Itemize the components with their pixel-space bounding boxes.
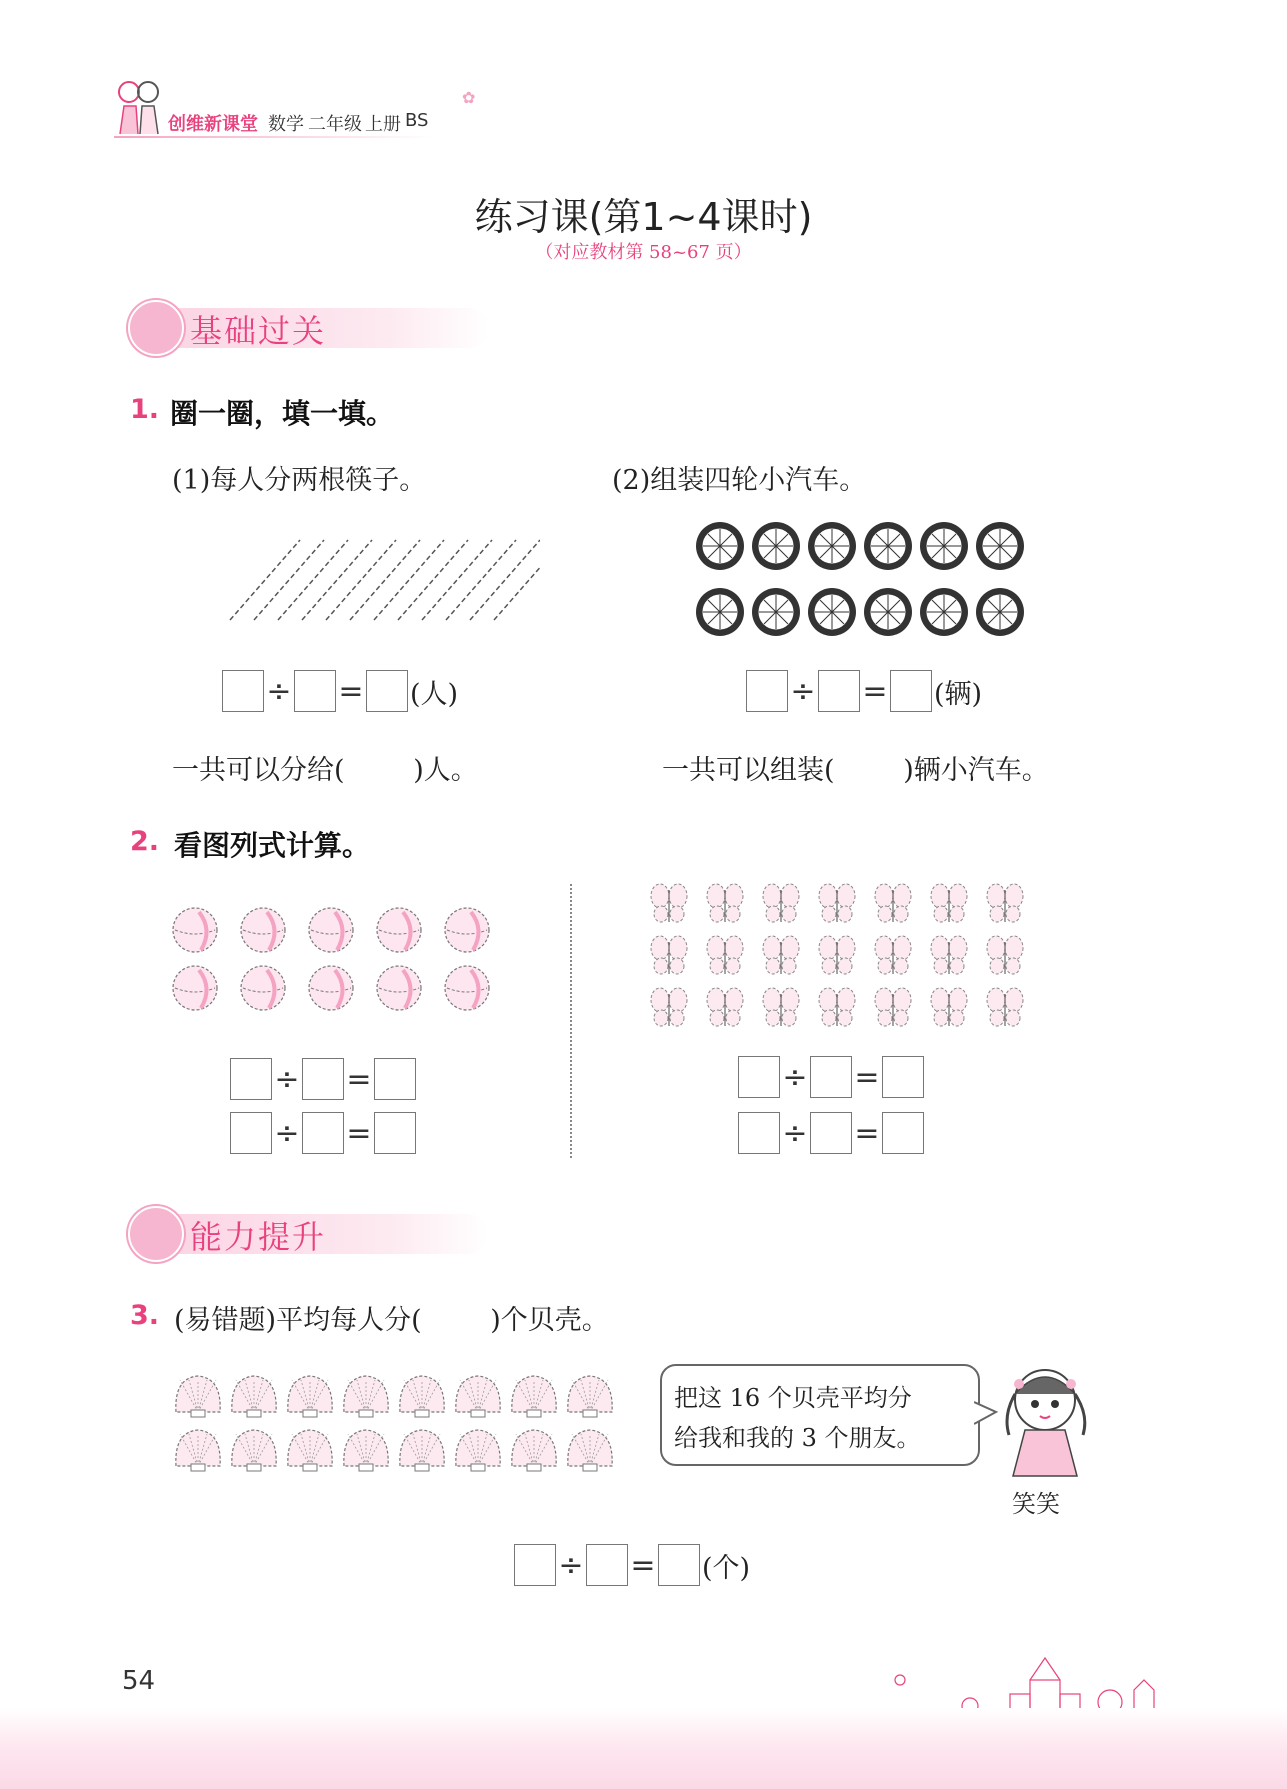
shell bbox=[456, 1376, 500, 1417]
butterfly bbox=[651, 988, 687, 1026]
wheel bbox=[920, 588, 968, 636]
section-badge-basic bbox=[128, 300, 508, 352]
butterfly bbox=[875, 936, 911, 974]
q1-part1-equation bbox=[222, 670, 458, 712]
section-badge-advanced bbox=[128, 1206, 508, 1258]
unit-label: (个) bbox=[702, 1552, 751, 1584]
ball bbox=[241, 908, 285, 952]
divide-sign: ÷ bbox=[266, 673, 292, 709]
wheel bbox=[808, 522, 856, 570]
chopstick bbox=[494, 540, 540, 620]
answer-box[interactable] bbox=[230, 1058, 272, 1100]
ball bbox=[309, 966, 353, 1010]
answer-box[interactable] bbox=[222, 670, 264, 712]
wheel bbox=[976, 522, 1024, 570]
question-number-3: 3. bbox=[130, 1300, 160, 1331]
question-text-1: 圈一圈，填一填。 bbox=[170, 397, 395, 430]
q1-part1-label: (1)每人分两根筷子。 bbox=[172, 465, 427, 496]
wheel bbox=[696, 588, 744, 636]
answer-box[interactable] bbox=[882, 1056, 924, 1098]
equals-sign: = bbox=[854, 1115, 880, 1151]
section-title: 基础过关 bbox=[190, 312, 327, 350]
header-grade: 二年级 bbox=[308, 114, 362, 135]
divide-sign: ÷ bbox=[782, 1059, 808, 1095]
ball bbox=[173, 966, 217, 1010]
q2-right-equation-2 bbox=[738, 1112, 924, 1154]
header-rule bbox=[114, 136, 434, 138]
ball bbox=[309, 908, 353, 952]
answer-box[interactable] bbox=[810, 1112, 852, 1154]
footer-band bbox=[0, 1708, 1287, 1789]
divide-sign: ÷ bbox=[558, 1547, 584, 1583]
unit-label: (辆) bbox=[934, 678, 983, 710]
speech-line-2: 给我和我的 3 个朋友。 bbox=[674, 1424, 921, 1452]
equals-sign: = bbox=[854, 1059, 880, 1095]
butterfly bbox=[707, 988, 743, 1026]
butterfly bbox=[707, 936, 743, 974]
wheel bbox=[752, 522, 800, 570]
shell bbox=[288, 1376, 332, 1417]
q2-left-equation-1 bbox=[230, 1058, 416, 1100]
shell bbox=[176, 1430, 220, 1471]
shell bbox=[568, 1376, 612, 1417]
divide-sign: ÷ bbox=[274, 1061, 300, 1097]
answer-box[interactable] bbox=[302, 1058, 344, 1100]
shell bbox=[456, 1430, 500, 1471]
page-title: 练习课(第1~4课时) bbox=[474, 195, 813, 239]
shell bbox=[400, 1430, 444, 1471]
ball bbox=[241, 966, 285, 1010]
answer-box[interactable] bbox=[818, 670, 860, 712]
answer-box[interactable] bbox=[230, 1112, 272, 1154]
header-brand: 创维新课堂 bbox=[168, 114, 258, 135]
answer-box[interactable] bbox=[658, 1544, 700, 1586]
question-text-3: (易错题)平均每人分( )个贝壳。 bbox=[174, 1305, 609, 1336]
page-number: 54 bbox=[122, 1666, 156, 1696]
q2-right-equation-1 bbox=[738, 1056, 924, 1098]
answer-box[interactable] bbox=[294, 670, 336, 712]
wheel bbox=[976, 588, 1024, 636]
character-name: 笑笑 bbox=[1012, 1490, 1060, 1518]
answer-box[interactable] bbox=[810, 1056, 852, 1098]
shell bbox=[568, 1430, 612, 1471]
header-edition: BS bbox=[405, 110, 429, 131]
butterfly bbox=[987, 988, 1023, 1026]
q1-part1-fill: 一共可以分给( )人。 bbox=[172, 755, 478, 786]
q2-left-equation-2 bbox=[230, 1112, 416, 1154]
ball bbox=[445, 966, 489, 1010]
equals-sign: = bbox=[630, 1547, 656, 1583]
butterfly bbox=[707, 884, 743, 922]
equals-sign: = bbox=[346, 1061, 372, 1097]
answer-box[interactable] bbox=[366, 670, 408, 712]
shell bbox=[232, 1376, 276, 1417]
answer-box[interactable] bbox=[738, 1112, 780, 1154]
monkey-icon bbox=[128, 1206, 184, 1262]
butterfly bbox=[819, 936, 855, 974]
shell bbox=[400, 1376, 444, 1417]
butterfly-icon: ✿ bbox=[462, 88, 476, 107]
answer-box[interactable] bbox=[746, 670, 788, 712]
wheel bbox=[696, 522, 744, 570]
answer-box[interactable] bbox=[302, 1112, 344, 1154]
answer-box[interactable] bbox=[738, 1056, 780, 1098]
q1-part2-fill: 一共可以组装( )辆小汽车。 bbox=[662, 755, 1049, 786]
ball bbox=[445, 908, 489, 952]
wheels-image bbox=[692, 518, 1032, 648]
q3-equation bbox=[514, 1544, 750, 1586]
butterfly bbox=[819, 884, 855, 922]
butterfly bbox=[987, 936, 1023, 974]
speech-bubble bbox=[660, 1364, 980, 1466]
divider-dotted bbox=[570, 884, 572, 1158]
q1-part2-label: (2)组装四轮小汽车。 bbox=[612, 465, 867, 496]
shell bbox=[288, 1430, 332, 1471]
butterfly bbox=[651, 884, 687, 922]
butterfly bbox=[931, 884, 967, 922]
ball bbox=[173, 908, 217, 952]
speech-line-1: 把这 16 个贝壳平均分 bbox=[674, 1384, 912, 1412]
divide-sign: ÷ bbox=[782, 1115, 808, 1151]
equals-sign: = bbox=[346, 1115, 372, 1151]
butterfly bbox=[763, 988, 799, 1026]
shell bbox=[344, 1376, 388, 1417]
divide-sign: ÷ bbox=[274, 1115, 300, 1151]
answer-box[interactable] bbox=[586, 1544, 628, 1586]
equals-sign: = bbox=[862, 673, 888, 709]
equals-sign: = bbox=[338, 673, 364, 709]
answer-box[interactable] bbox=[374, 1112, 416, 1154]
shell bbox=[176, 1376, 220, 1417]
section-title: 能力提升 bbox=[190, 1218, 327, 1256]
butterfly bbox=[819, 988, 855, 1026]
page-subtitle: （对应教材第 58~67 页） bbox=[535, 242, 752, 263]
butterfly bbox=[987, 884, 1023, 922]
shell bbox=[344, 1430, 388, 1471]
q1-part2-equation bbox=[746, 670, 982, 712]
butterfly bbox=[763, 884, 799, 922]
butterfly bbox=[763, 936, 799, 974]
shell bbox=[512, 1430, 556, 1471]
question-text-2: 看图列式计算。 bbox=[174, 829, 371, 862]
answer-box[interactable] bbox=[514, 1544, 556, 1586]
shell bbox=[232, 1430, 276, 1471]
answer-box[interactable] bbox=[882, 1112, 924, 1154]
answer-box[interactable] bbox=[374, 1058, 416, 1100]
butterfly bbox=[875, 884, 911, 922]
butterfly bbox=[931, 936, 967, 974]
ball bbox=[377, 908, 421, 952]
header-volume: 上册 bbox=[365, 114, 401, 135]
shell bbox=[512, 1376, 556, 1417]
header-logo bbox=[114, 78, 164, 136]
butterfly bbox=[651, 936, 687, 974]
answer-box[interactable] bbox=[890, 670, 932, 712]
butterflies-image bbox=[645, 880, 1045, 1040]
wheel bbox=[864, 588, 912, 636]
wheel bbox=[752, 588, 800, 636]
header-subject: 数学 bbox=[268, 114, 304, 135]
unit-label: (人) bbox=[410, 678, 459, 710]
wheel bbox=[864, 522, 912, 570]
balls-image bbox=[165, 900, 505, 1025]
question-number-2: 2. bbox=[130, 826, 160, 857]
chopsticks-image bbox=[210, 530, 540, 630]
shells-image bbox=[172, 1368, 632, 1488]
girl-character-image bbox=[995, 1360, 1095, 1480]
student-icon bbox=[128, 300, 184, 356]
butterfly bbox=[875, 988, 911, 1026]
question-number-1: 1. bbox=[130, 394, 160, 425]
wheel bbox=[808, 588, 856, 636]
ball bbox=[377, 966, 421, 1010]
divide-sign: ÷ bbox=[790, 673, 816, 709]
butterfly bbox=[931, 988, 967, 1026]
wheel bbox=[920, 522, 968, 570]
